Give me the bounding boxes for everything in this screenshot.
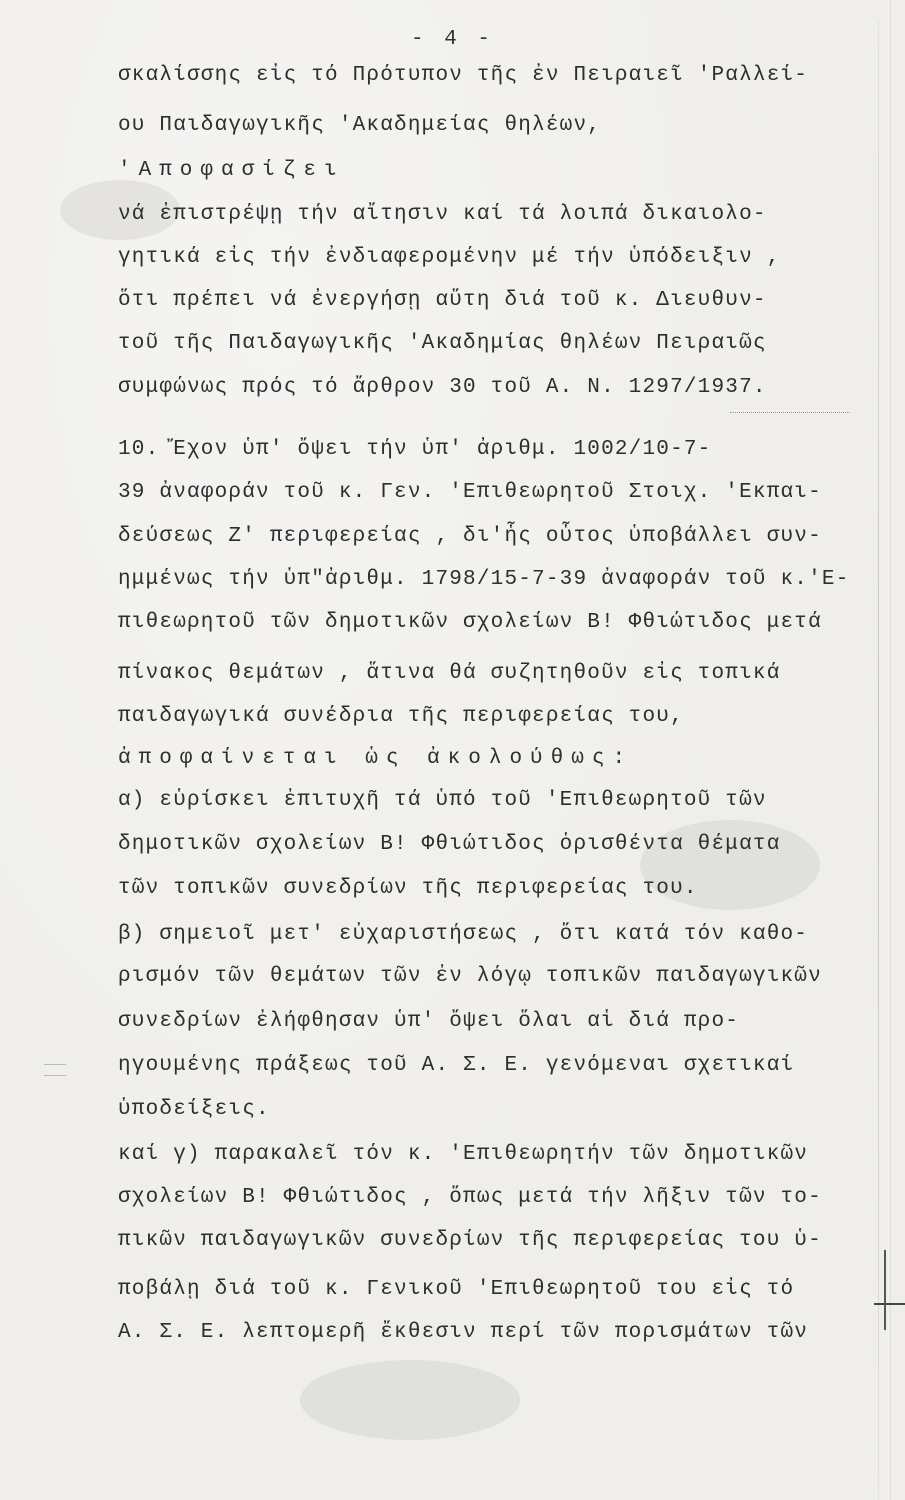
paper-stain xyxy=(300,1360,520,1440)
text-line: 39 ἀναφοράν τοῦ κ. Γεν. 'Επιθεωρητοῦ Στοιχ. 'Εκπαι- xyxy=(118,481,822,504)
text-line: 10. Ἔχον ὑπ' ὄψει τήν ὑπ' ἀριθμ. 1002/10-7- xyxy=(118,438,712,461)
text-line: συνεδρίων ἐλήφθησαν ὑπ' ὄψει ὅλαι αἱ διά προ- xyxy=(118,1010,740,1033)
text-line: ποβάλῃ διά τοῦ κ. Γενικοῦ 'Επιθεωρητοῦ του εἰς τό xyxy=(118,1278,795,1301)
dotted-rule xyxy=(730,412,850,413)
text-line: σχολείων Β! Φθιώτιδος , ὅπως μετά τήν λῆξιν τῶν το- xyxy=(118,1186,822,1209)
text-line: πικῶν παιδαγωγικῶν συνεδρίων τῆς περιφερείας του ὑ- xyxy=(118,1229,822,1252)
text-line: α) εὑρίσκει ἐπιτυχῆ τά ὑπό τοῦ 'Επιθεωρητοῦ τῶν xyxy=(118,789,767,812)
text-line: β) σημειοῖ μετ' εὐχαριστήσεως , ὅτι κατά τόν καθο- xyxy=(118,923,809,946)
text-line: τοῦ τῆς Παιδαγωγικῆς 'Ακαδημίας θηλέων Πειραιῶς xyxy=(118,332,767,355)
text-line-heading: ἀποφαίνεται ὡς ἀκολούθως: xyxy=(118,747,634,770)
text-line: γητικά εἰς τήν ἐνδιαφερομένην μέ τήν ὑπόδειξιν , xyxy=(118,246,781,269)
text-line: ὅτι πρέπει νά ἐνεργήσῃ αὕτη διά τοῦ κ. Διευθυν- xyxy=(118,289,767,312)
text-line: καί γ) παρακαλεῖ τόν κ. 'Επιθεωρητήν τῶν δημοτικῶν xyxy=(118,1143,809,1166)
text-line: ρισμόν τῶν θεμάτων τῶν ἐν λόγῳ τοπικῶν παιδαγωγικῶν xyxy=(118,965,822,988)
text-line: συμφώνως πρός τό ἄρθρον 30 τοῦ Α. Ν. 1297/1937. xyxy=(118,376,767,399)
page-edge-line xyxy=(878,20,879,1500)
text-line: δεύσεως Ζ' περιφερείας , δι'ἧς οὗτος ὑποβάλλει συν- xyxy=(118,525,822,548)
margin-mark xyxy=(44,1064,66,1076)
page-edge-line xyxy=(890,0,891,1500)
margin-mark xyxy=(874,1303,905,1305)
text-line: ημμένως τήν ὑπ"ἀριθμ. 1798/15-7-39 ἀναφοράν τοῦ κ.'Ε- xyxy=(118,568,850,591)
text-line: πίνακος θεμάτων , ἅτινα θά συζητηθοῦν εἰς τοπικά xyxy=(118,662,781,685)
page-number: - 4 - xyxy=(410,28,494,51)
text-line: τῶν τοπικῶν συνεδρίων τῆς περιφερείας του. xyxy=(118,877,698,900)
margin-mark xyxy=(884,1250,886,1330)
text-line: ὑποδείξεις. xyxy=(118,1098,270,1121)
text-line: παιδαγωγικά συνέδρια τῆς περιφερείας του, xyxy=(118,705,684,728)
text-line: δημοτικῶν σχολείων Β! Φθιώτιδος ὁρισθέντα θέματα xyxy=(118,833,781,856)
text-line: Α. Σ. Ε. λεπτομερῆ ἔκθεσιν περί τῶν πορισμάτων τῶν xyxy=(118,1321,809,1344)
text-line: νά ἐπιστρέψῃ τήν αἴτησιν καί τά λοιπά δικαιολο- xyxy=(118,203,767,226)
text-line: σκαλίσσης εἰς τό Πρότυπον τῆς ἐν Πειραιεῖ 'Ραλλεί- xyxy=(118,64,809,87)
text-line: πιθεωρητοῦ τῶν δημοτικῶν σχολείων Β! Φθιώτιδος μετά xyxy=(118,611,822,634)
text-line: ου Παιδαγωγικῆς 'Ακαδημείας θηλέων, xyxy=(118,114,602,137)
text-line-heading: 'Αποφασίζει xyxy=(118,159,345,182)
text-line: ηγουμένης πράξεως τοῦ Α. Σ. Ε. γενόμεναι σχετικαί xyxy=(118,1054,795,1077)
